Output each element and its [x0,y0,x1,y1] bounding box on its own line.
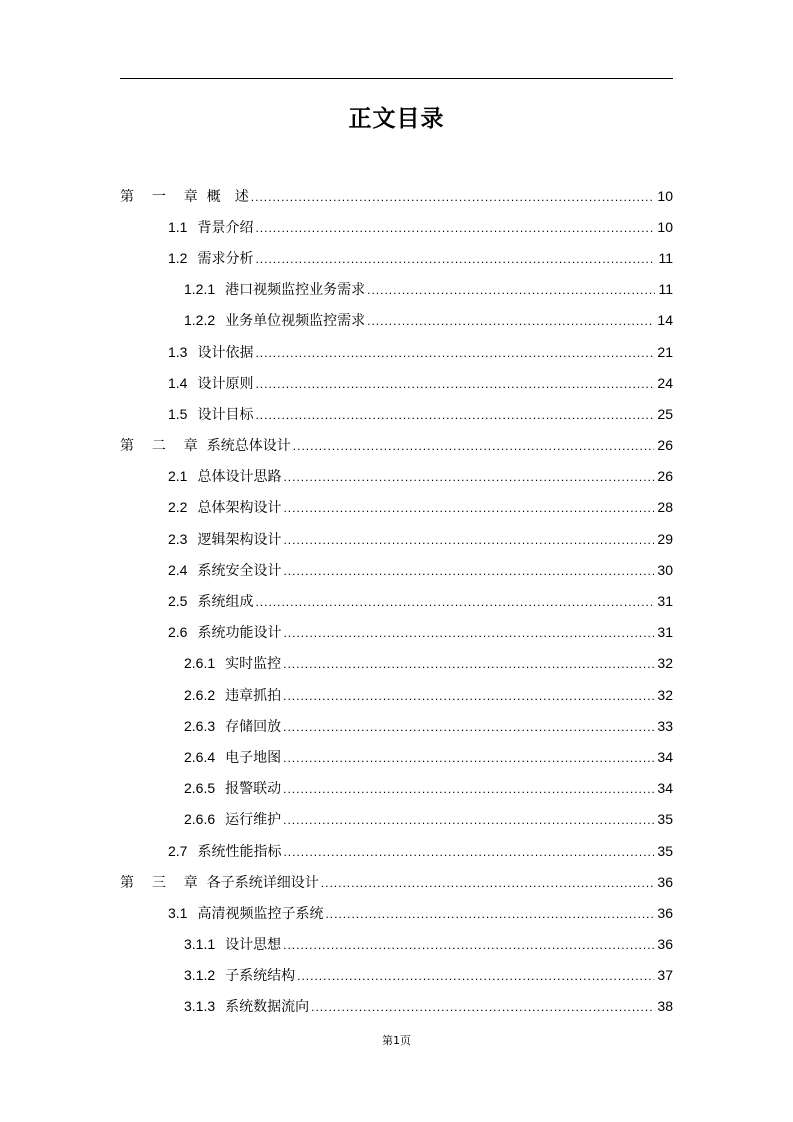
toc-entry-page: 30 [657,561,673,578]
toc-entry-page: 14 [657,312,673,329]
toc-entry-page: 36 [657,904,673,921]
toc-entry[interactable] [120,430,673,461]
toc-entry-page: 25 [657,405,673,422]
toc-entry-page: 26 [657,437,673,454]
toc-entry-page: 32 [657,686,673,703]
toc-entry-page: 36 [657,873,673,890]
toc-entry[interactable] [120,585,673,616]
toc-entry-label: 系统数据流向 [225,999,310,1016]
toc-entry-page: 11 [658,249,673,266]
toc-entry[interactable] [120,991,673,1022]
toc-entry[interactable] [120,274,673,305]
toc-dot-leader [367,283,655,297]
toc-entry-number: 3.1 [168,904,188,921]
toc-entry-label: 系统功能设计 [197,625,282,642]
toc-entry-label: 实时监控 [225,656,282,673]
toc-entry-page: 35 [657,842,673,859]
toc-dot-leader [283,689,654,703]
toc-entry-number: 1.2.1 [184,281,216,298]
toc-entry-label: 违章抓拍 [225,687,282,704]
toc-entry-number: 第 三 章 [120,873,205,890]
toc-entry[interactable] [120,617,673,648]
toc-dot-leader [293,439,655,453]
toc-entry-page: 26 [657,468,673,485]
toc-entry-page: 31 [657,593,673,610]
toc-entry-page: 38 [657,998,673,1015]
toc-dot-leader [297,969,654,983]
header-rule [120,78,673,79]
toc-entry-number: 3.1.1 [184,936,216,953]
toc-entry-page: 10 [657,218,673,235]
toc-entry[interactable] [120,180,673,211]
toc-entry[interactable] [120,648,673,679]
toc-entry[interactable] [120,242,673,273]
toc-entry-number: 第 二 章 [120,437,205,454]
toc-entry-label: 总体设计思路 [197,469,282,486]
toc-entry-number: 2.6.6 [184,811,216,828]
toc-entry-number: 2.6.4 [184,748,216,765]
toc-entry[interactable] [120,398,673,429]
toc-entry-label: 各子系统详细设计 [206,874,319,891]
toc-entry-page: 31 [657,624,673,641]
toc-dot-leader [283,720,654,734]
toc-entry[interactable] [120,835,673,866]
toc-dot-leader [255,408,654,422]
toc-entry[interactable] [120,523,673,554]
toc-entry-number: 3.1.2 [184,967,216,984]
toc-entry-label: 业务单位视频监控需求 [225,313,366,330]
toc-entry-label: 设计原则 [197,375,254,392]
toc-entry-label: 系统总体设计 [206,438,291,455]
toc-entry[interactable] [120,336,673,367]
table-of-contents [120,180,673,1022]
toc-entry[interactable] [120,804,673,835]
toc-dot-leader [283,813,654,827]
toc-entry-number: 2.5 [168,593,188,610]
toc-dot-leader [255,377,654,391]
toc-dot-leader [283,938,654,952]
toc-entry-label: 背景介绍 [197,219,254,236]
toc-entry-number: 2.4 [168,561,188,578]
toc-entry-number: 1.5 [168,405,188,422]
toc-dot-leader [367,314,654,328]
toc-dot-leader [283,533,654,547]
toc-entry[interactable] [120,679,673,710]
toc-dot-leader [283,657,654,671]
toc-entry[interactable] [120,773,673,804]
toc-dot-leader [321,876,655,890]
toc-entry-page: 33 [657,717,673,734]
toc-entry-number: 1.2.2 [184,312,216,329]
toc-entry-label: 港口视频监控业务需求 [225,282,366,299]
toc-entry-label: 子系统结构 [225,968,296,985]
toc-entry-label: 设计目标 [197,406,254,423]
toc-entry-label: 需求分析 [197,250,254,267]
toc-entry-label: 报警联动 [225,781,282,798]
toc-entry[interactable] [120,367,673,398]
toc-entry-page: 28 [657,499,673,516]
toc-entry[interactable] [120,741,673,772]
toc-entry-page: 36 [657,936,673,953]
toc-entry[interactable] [120,305,673,336]
toc-entry-number: 2.7 [168,842,188,859]
toc-entry-number: 2.6.3 [184,717,216,734]
toc-entry-number: 2.3 [168,530,188,547]
toc-entry[interactable] [120,710,673,741]
toc-entry[interactable] [120,461,673,492]
toc-entry-number: 3.1.3 [184,998,216,1015]
toc-entry-label: 运行维护 [225,812,282,829]
toc-entry-label: 系统性能指标 [197,843,282,860]
page-footer: 第1页 [382,1034,411,1047]
toc-entry-number: 2.6 [168,624,188,641]
toc-entry-number: 2.6.1 [184,655,216,672]
toc-entry-page: 29 [657,530,673,547]
toc-entry-label: 高清视频监控子系统 [197,905,324,922]
toc-dot-leader [251,190,655,204]
toc-entry-page: 34 [657,748,673,765]
toc-entry[interactable] [120,929,673,960]
toc-entry-number: 2.2 [168,499,188,516]
toc-entry-number: 2.6.5 [184,780,216,797]
toc-entry[interactable] [120,960,673,991]
toc-entry-label: 逻辑架构设计 [197,531,282,548]
toc-entry-page: 24 [657,374,673,391]
toc-entry[interactable] [120,866,673,897]
toc-entry-number: 1.2 [168,249,188,266]
toc-entry-number: 2.1 [168,468,188,485]
toc-entry-label: 系统安全设计 [197,562,282,579]
toc-dot-leader [283,751,654,765]
toc-entry-label: 系统组成 [197,594,254,611]
toc-dot-leader [255,595,654,609]
toc-entry-label: 概 述 [206,188,249,205]
toc-entry-label: 电子地图 [225,749,282,766]
toc-dot-leader [283,470,654,484]
page-title: 正文目录 [348,106,445,132]
toc-entry-page: 35 [657,811,673,828]
toc-entry-page: 32 [657,655,673,672]
toc-entry-label: 存储回放 [225,718,282,735]
toc-entry-label: 设计依据 [197,344,254,361]
toc-entry-page: 34 [657,780,673,797]
toc-entry-page: 11 [658,281,673,298]
toc-dot-leader [311,1000,654,1014]
toc-entry[interactable] [120,897,673,928]
toc-dot-leader [283,501,654,515]
toc-dot-leader [255,221,654,235]
toc-entry[interactable] [120,492,673,523]
toc-entry-page: 37 [657,967,673,984]
toc-entry-label: 总体架构设计 [197,500,282,517]
toc-dot-leader [283,782,654,796]
toc-dot-leader [283,845,654,859]
toc-entry-page: 10 [657,187,673,204]
toc-entry-number: 2.6.2 [184,686,216,703]
toc-dot-leader [283,626,654,640]
toc-dot-leader [255,252,655,266]
toc-dot-leader [255,346,654,360]
toc-entry-number: 1.4 [168,374,188,391]
toc-dot-leader [283,564,654,578]
toc-entry-number: 1.3 [168,343,188,360]
toc-entry-number: 第 一 章 [120,187,205,204]
toc-entry-label: 设计思想 [225,937,282,954]
toc-entry[interactable] [120,211,673,242]
toc-entry-page: 21 [657,343,673,360]
toc-entry-number: 1.1 [168,218,188,235]
toc-entry[interactable] [120,554,673,585]
toc-dot-leader [325,907,654,921]
